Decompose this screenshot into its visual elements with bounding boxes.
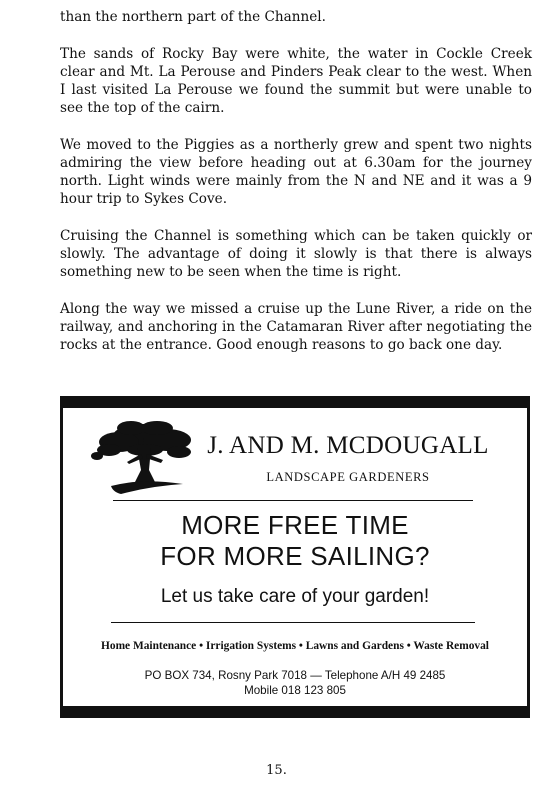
contact-line: PO BOX 734, Rosny Park 7018 — Telephone A/H 49 2485 bbox=[144, 669, 446, 682]
services-list: Home Maintenance • Irrigation Systems • Lawns and Gardens • Waste Removal bbox=[101, 640, 489, 652]
divider bbox=[111, 622, 475, 623]
page-number: 15. bbox=[266, 763, 287, 778]
article-paragraph: We moved to the Piggies as a northerly grew and spent two nights admiring the view before heading out at 6.30am for the journey north. Light winds were mainly from the N and NE and it was a 9 hour trip to Sykes Cove. bbox=[60, 137, 532, 207]
contact-line: Mobile 018 123 805 bbox=[244, 684, 346, 697]
company-name: J. AND M. MCDOUGALL bbox=[207, 432, 489, 459]
company-tagline: LANDSCAPE GARDENERS bbox=[266, 470, 430, 484]
headline-line: MORE FREE TIME bbox=[181, 510, 409, 540]
call-to-action: Let us take care of your garden! bbox=[160, 586, 430, 607]
article-paragraph: than the northern part of the Channel. bbox=[60, 9, 326, 25]
tree-icon bbox=[91, 420, 195, 498]
headline-line: FOR MORE SAILING? bbox=[160, 541, 430, 571]
article-paragraph: Cruising the Channel is something which can be taken quickly or slowly. The advantage of doing it slowly is that there is always something new to be seen when the time is right. bbox=[60, 228, 532, 280]
article-body bbox=[60, 8, 532, 373]
divider bbox=[113, 500, 473, 501]
article-paragraph: The sands of Rocky Bay were white, the water in Cockle Creek clear and Mt. La Perouse and Pinders Peak clear to the west. When I last visited La Perouse we found the summit but were unable to see the top of the cairn. bbox=[60, 46, 532, 116]
article-paragraph: Along the way we missed a cruise up the Lune River, a ride on the railway, and anchoring in the Catamaran River after negotiating the rocks at the entrance. Good enough reasons to go back one day. bbox=[60, 301, 532, 353]
advertisement-box bbox=[60, 396, 530, 718]
contact-details bbox=[83, 668, 507, 698]
ad-headline bbox=[83, 510, 507, 572]
